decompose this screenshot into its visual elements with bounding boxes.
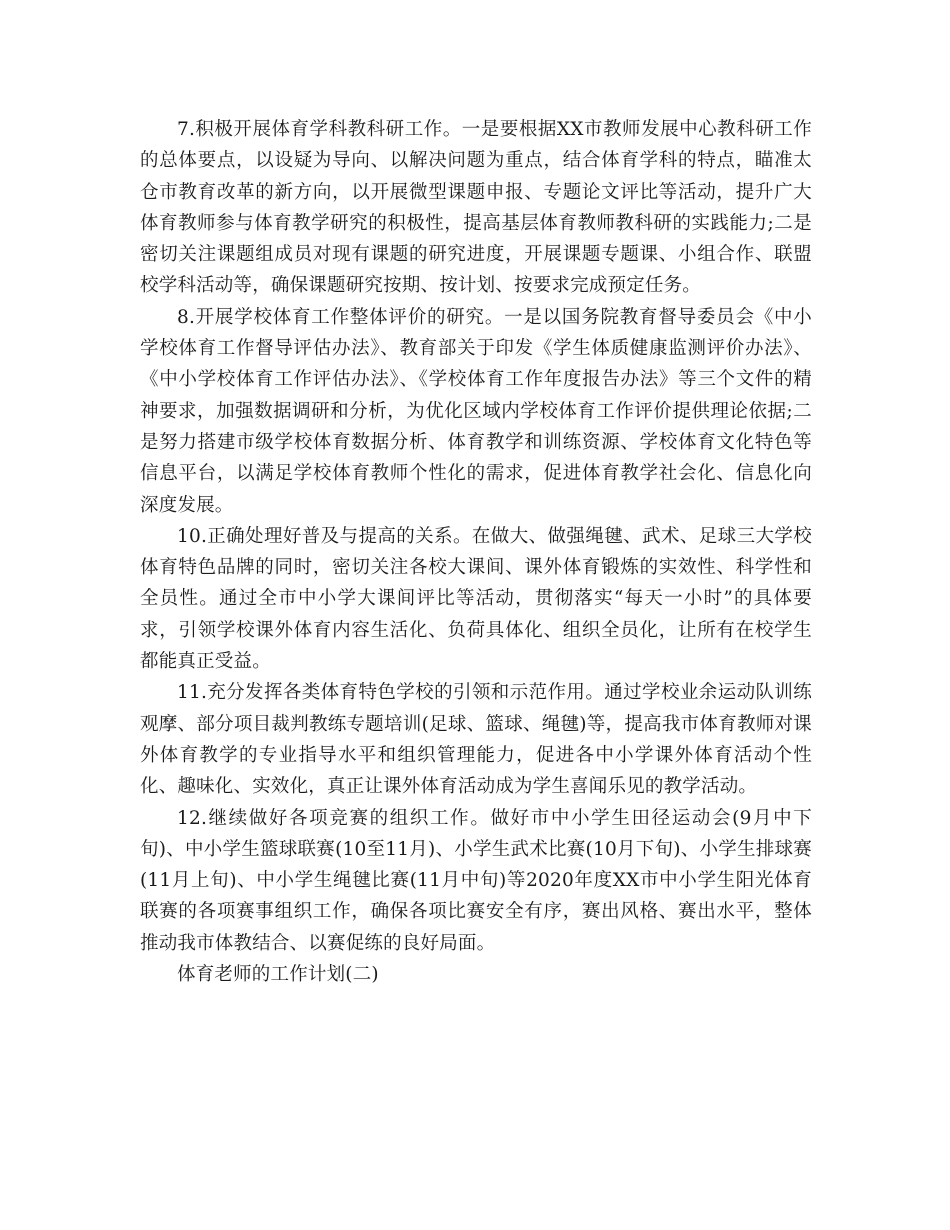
paragraph-item-12: 12.继续做好各项竞赛的组织工作。做好市中小学生田径运动会(9月中下旬)、中小学生篮球联赛(10至11月)、小学生武术比赛(10月下旬)、小学生排球赛(11月上旬)、中小学生绳毽比赛(11月中旬)等2020年度XX市中小学生阳光体育联赛的各项赛事组织工作，确保各项比赛安全有序，赛出风格、赛出水平，整体推动我市体教结合、以赛促练的良好局面。 bbox=[140, 807, 812, 954]
paragraph-item-8: 8.开展学校体育工作整体评价的研究。一是以国务院教育督导委员会《中小学校体育工作督导评估办法》、教育部关于印发《学生体质健康监测评价办法》、《中小学校体育工作评估办法》、《学校体育工作年度报告办法》等三个文件的精神要求，加强数据调研和分析，为优化区域内学校体育工作评价提供理论依据;二是努力搭建市级学校体育数据分析、体育教学和训练资源、学校体育文化特色等信息平台，以满足学校体育教师个性化的需求，促进体育教学社会化、信息化向深度发展。 bbox=[140, 306, 813, 516]
paragraph-item-11: 11.充分发挥各类体育特色学校的引领和示范作用。通过学校业余运动队训练观摩、部分项目裁判教练专题培训(足球、篮球、绳毽)等，提高我市体育教师对课外体育教学的专业指导水平和组织管理能力，促进各中小学课外体育活动个性化、趣味化、实效化，真正让课外体育活动成为学生喜闻乐见的教学活动。 bbox=[140, 682, 812, 798]
paragraph-item-7: 7.积极开展体育学科教科研工作。一是要根据XX市教师发展中心教科研工作的总体要点，以设疑为导向、以解决问题为重点，结合体育学科的特点，瞄准太仓市教育改革的新方向，以开展微型课题申报、专题论文评比等活动，提升广大体育教师参与体育教学研究的积极性，提高基层体育教师教科研的实践能力;二是密切关注课题组成员对现有课题的研究进度，开展课题专题课、小组合作、联盟校学科活动等，确保课题研究按期、按计划、按要求完成预定任务。 bbox=[140, 119, 812, 297]
section-heading: 体育老师的工作计划(二) bbox=[177, 964, 379, 986]
paragraph-item-10: 10.正确处理好普及与提高的关系。在做大、做强绳毽、武术、足球三大学校体育特色品牌的同时，密切关注各校大课间、课外体育锻炼的实效性、科学性和全员性。通过全市中小学大课间评比等活动，贯彻落实“每天一小时”的具体要求，引领学校课外体育内容生活化、负荷具体化、组织全员化，让所有在校学生都能真正受益。 bbox=[140, 525, 812, 673]
document-body bbox=[140, 114, 812, 990]
